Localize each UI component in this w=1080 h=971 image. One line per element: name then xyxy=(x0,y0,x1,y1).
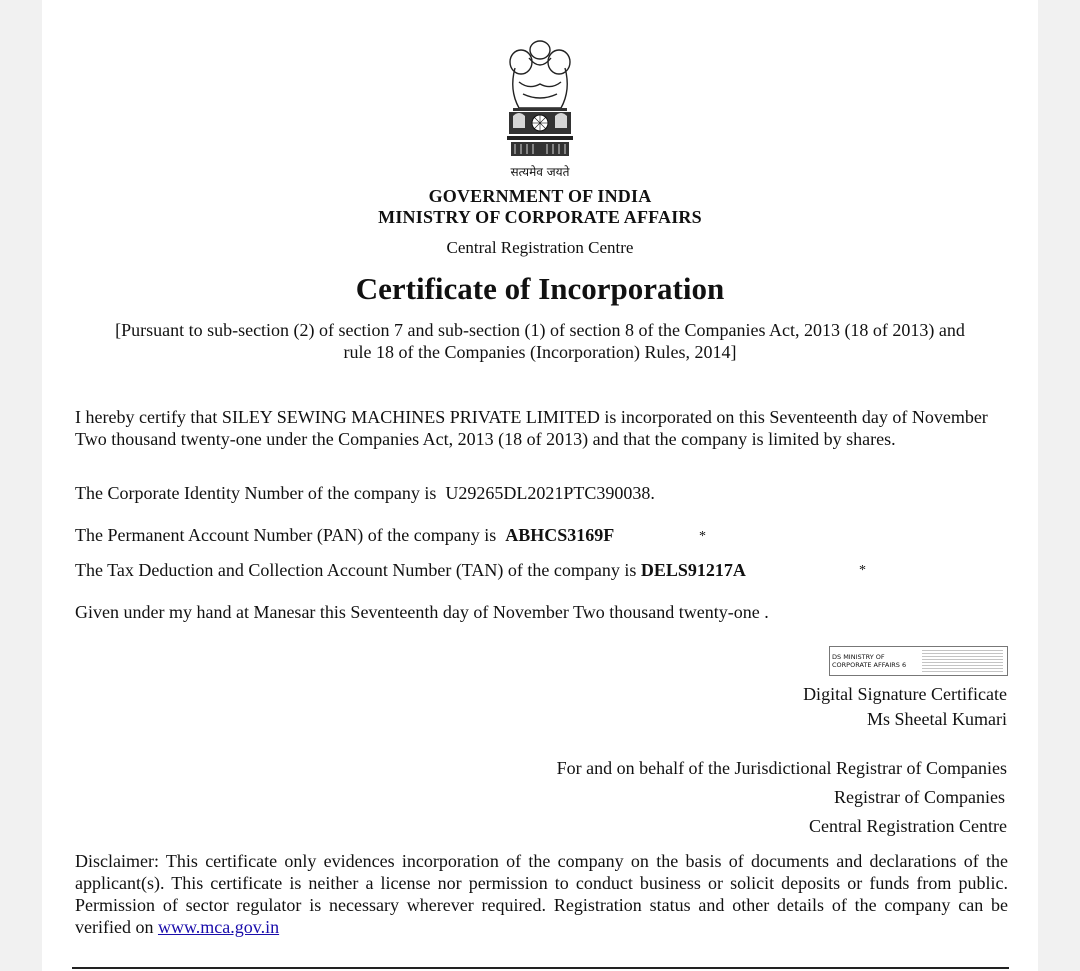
signatory-name: Ms Sheetal Kumari xyxy=(867,709,1007,729)
tan-line xyxy=(75,560,746,581)
emblem-motto: सत्यमेव जयते xyxy=(510,165,570,179)
pan-value: ABHCS3169F xyxy=(505,525,615,545)
pursuant-line-1: [Pursuant to sub-section (2) of section 7 and sub-section (1) of section 8 of the Companies Act, 2013 (18 of 2013) and xyxy=(115,320,965,340)
disclaimer-text: Disclaimer: This certificate only evidences incorporation of the company on the basis of documents and declarations of the applicant(s). This certificate is neither a license nor permission to conduct business or solicit deposits or funds from public. Permission of sector regulator is necessary wherever required. Registration status and other details of the company can be verified on xyxy=(75,851,1008,937)
signature-type: Digital Signature Certificate xyxy=(803,684,1007,704)
footer-divider xyxy=(72,967,1009,969)
cin-label: The Corporate Identity Number of the company is xyxy=(75,483,437,503)
tan-value: DELS91217A xyxy=(640,560,746,580)
centre-heading: Central Registration Centre xyxy=(446,238,634,257)
tan-asterisk: * xyxy=(859,563,866,578)
given-line: Given under my hand at Manesar this Seventeenth day of November Two thousand twenty-one . xyxy=(75,602,769,622)
national-emblem-icon xyxy=(499,38,581,164)
certify-paragraph: I hereby certify that SILEY SEWING MACHINES PRIVATE LIMITED is incorporated on this Seventeenth day of November Two thousand twenty-one under the Companies Act, 2013 (18 of 2013) and that the company is limited by shares. xyxy=(75,407,988,449)
signature-stamp-line-2: CORPORATE AFFAIRS 6 xyxy=(832,661,907,669)
pan-label: The Permanent Account Number (PAN) of the company is xyxy=(75,525,497,545)
pursuant-line-2: rule 18 of the Companies (Incorporation) Rules, 2014] xyxy=(343,342,737,362)
tan-label: The Tax Deduction and Collection Account Number (TAN) of the company is xyxy=(75,560,637,580)
registrar-centre: Central Registration Centre xyxy=(809,816,1007,836)
mca-website-link[interactable]: www.mca.gov.in xyxy=(157,917,280,937)
signature-stamp-details xyxy=(922,650,1003,672)
signature-stamp-line-1: DS MINISTRY OF xyxy=(832,653,885,661)
cin-value: U29265DL2021PTC390038. xyxy=(445,483,655,503)
disclaimer-paragraph xyxy=(75,850,1008,938)
signature-stamp-text xyxy=(830,653,922,669)
ministry-heading: MINISTRY OF CORPORATE AFFAIRS xyxy=(378,207,702,227)
registrar-title: Registrar of Companies xyxy=(834,787,1005,807)
cin-line xyxy=(75,483,655,504)
digital-signature-stamp xyxy=(829,646,1008,676)
registrar-behalf: For and on behalf of the Jurisdictional Registrar of Companies xyxy=(556,758,1007,778)
government-heading: GOVERNMENT OF INDIA xyxy=(428,186,652,206)
pursuant-clause xyxy=(60,319,1020,363)
certificate-title: Certificate of Incorporation xyxy=(355,271,725,306)
pan-asterisk: * xyxy=(699,529,706,544)
pan-line xyxy=(75,525,614,546)
